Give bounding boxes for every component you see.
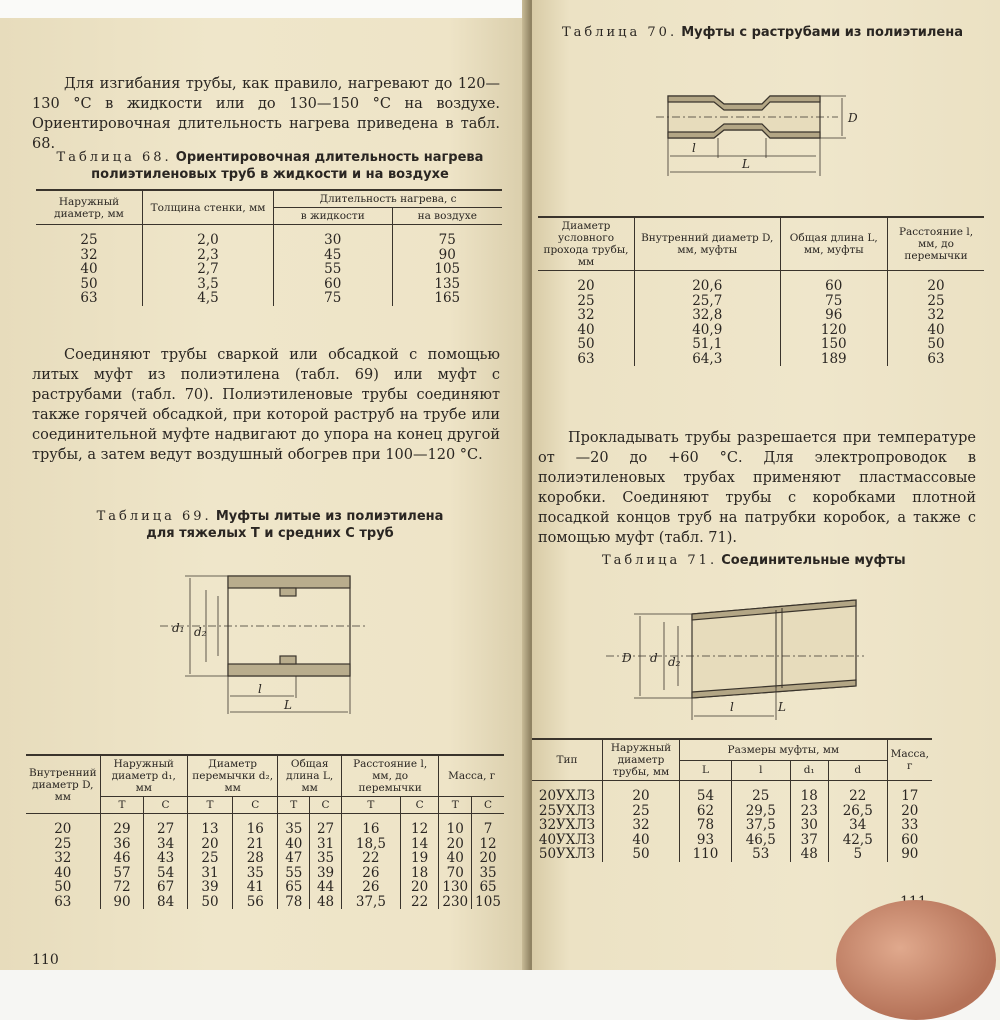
table71-label: Таблица 71. bbox=[602, 553, 718, 568]
table69-row bbox=[26, 851, 504, 866]
table69-cell: 230 bbox=[439, 895, 472, 910]
table69-cell: 40 bbox=[439, 851, 472, 866]
table69-cell: 48 bbox=[310, 895, 342, 910]
right-page bbox=[532, 0, 1000, 970]
table68-title: Ориентировочная длительность нагрева полиэтиленовых труб в жидкости и на воздухе bbox=[91, 150, 484, 182]
table71-cell: 90 bbox=[887, 847, 932, 862]
table68-label: Таблица 68. bbox=[56, 150, 172, 165]
table69-cell: 39 bbox=[187, 880, 232, 895]
table69-body bbox=[26, 814, 504, 910]
table70-cell: 32 bbox=[577, 307, 595, 323]
table69-subheader-t: Т bbox=[100, 797, 144, 814]
table69-cell: 25 bbox=[187, 851, 232, 866]
table69-cell: 18,5 bbox=[341, 837, 400, 852]
table70-cell: 50 bbox=[577, 336, 595, 352]
table69-cell: 40 bbox=[54, 864, 72, 881]
table69-cell: 20 bbox=[54, 821, 72, 837]
table71-cell: 78 bbox=[680, 818, 732, 833]
table69-cell: 35 bbox=[233, 866, 278, 881]
table69-cell: 13 bbox=[187, 814, 232, 837]
table71-cell: 50 bbox=[603, 847, 680, 862]
table68-row bbox=[36, 225, 502, 248]
table68-header-diameter: Наружный диаметр, мм bbox=[36, 190, 143, 225]
table70-cell: 75 bbox=[780, 294, 888, 309]
label-l: l bbox=[258, 682, 262, 696]
table71-cell: 40 bbox=[603, 833, 680, 848]
table71-cell: 110 bbox=[680, 847, 732, 862]
table69-cell: 37,5 bbox=[341, 895, 400, 910]
table69-cell: 57 bbox=[100, 866, 144, 881]
connector-coupling-drawing-71 bbox=[606, 596, 866, 726]
table68-cell: 135 bbox=[392, 277, 502, 292]
table69-label: Таблица 69. bbox=[96, 509, 212, 524]
table69-header-mass: Масса, г bbox=[439, 755, 504, 797]
table69-cell: 50 bbox=[54, 879, 72, 895]
table68-cell: 40 bbox=[80, 261, 98, 277]
table71-cell: 37 bbox=[790, 833, 828, 848]
thumb bbox=[836, 900, 996, 1020]
table71-cell: 26,5 bbox=[828, 804, 887, 819]
table71-row bbox=[532, 804, 932, 819]
table69-cell: 44 bbox=[310, 880, 342, 895]
table69-cell: 35 bbox=[278, 814, 310, 837]
table69-cell: 65 bbox=[472, 880, 504, 895]
table69-cell: 18 bbox=[400, 866, 438, 881]
table68-cell: 2,7 bbox=[143, 262, 274, 277]
table68-header-air: на воздухе bbox=[392, 208, 502, 225]
table69-row bbox=[26, 895, 504, 910]
table68-cell: 3,5 bbox=[143, 277, 274, 292]
table71-title: Соединительные муфты bbox=[721, 553, 906, 568]
table71-cell: 20 bbox=[887, 804, 932, 819]
table71-caption bbox=[552, 552, 1000, 569]
table70-cell: 150 bbox=[780, 337, 888, 352]
table69-cell: 27 bbox=[144, 814, 188, 837]
table68-row bbox=[36, 248, 502, 263]
table69-cell: 19 bbox=[400, 851, 438, 866]
label-L: L bbox=[778, 700, 786, 714]
label-d2: d₂ bbox=[668, 655, 681, 669]
table69-cell: 105 bbox=[472, 895, 504, 910]
table70-cell: 20 bbox=[888, 271, 985, 294]
table71-cell: 62 bbox=[680, 804, 732, 819]
table69-cell: 63 bbox=[54, 893, 72, 910]
table69-cell: 50 bbox=[187, 895, 232, 910]
table70-header-length: Общая длина L, мм, муфты bbox=[780, 217, 888, 271]
table71-row bbox=[532, 818, 932, 833]
table71-cell: 37,5 bbox=[731, 818, 790, 833]
label-L: L bbox=[742, 157, 750, 171]
table71 bbox=[532, 738, 932, 862]
table69-cell: 31 bbox=[310, 837, 342, 852]
table71-header-d: d bbox=[828, 760, 887, 780]
table71-cell: 20 bbox=[603, 781, 680, 804]
table71-cell: 50УХЛЗ bbox=[538, 846, 596, 862]
table70-cell: 20,6 bbox=[635, 271, 781, 294]
table70-cell: 20 bbox=[577, 278, 595, 294]
table71-row bbox=[532, 847, 932, 862]
table68-header-wall: Толщина стенки, мм bbox=[143, 190, 274, 225]
table71-cell: 20УХЛЗ bbox=[538, 788, 596, 804]
coupling-drawing-69 bbox=[160, 566, 370, 726]
label-l: l bbox=[730, 700, 734, 714]
table71-header-l: l bbox=[731, 760, 790, 780]
label-d1: d₁ bbox=[172, 621, 185, 635]
table68-cell: 55 bbox=[274, 262, 393, 277]
table69-cell: 47 bbox=[278, 851, 310, 866]
table70-cell: 63 bbox=[888, 352, 985, 367]
table68-row bbox=[36, 291, 502, 306]
table70-cell: 25,7 bbox=[635, 294, 781, 309]
table69-row bbox=[26, 880, 504, 895]
table69-cell: 35 bbox=[472, 866, 504, 881]
table68-cell: 32 bbox=[80, 246, 98, 263]
table69-cell: 65 bbox=[278, 880, 310, 895]
table70-label: Таблица 70. bbox=[562, 25, 678, 40]
table70-cell: 96 bbox=[780, 308, 888, 323]
table70-caption bbox=[562, 24, 982, 41]
table69-cell: 26 bbox=[341, 880, 400, 895]
table69-cell: 20 bbox=[400, 880, 438, 895]
table70-cell: 51,1 bbox=[635, 337, 781, 352]
table71-cell: 48 bbox=[790, 847, 828, 862]
table69-cell: 43 bbox=[144, 851, 188, 866]
table69-caption bbox=[90, 508, 450, 542]
table70-row bbox=[538, 271, 984, 294]
table69-subheader-t: Т bbox=[341, 797, 400, 814]
table69-subheader-c: С bbox=[310, 797, 342, 814]
table71-body bbox=[532, 781, 932, 862]
table71-row bbox=[532, 833, 932, 848]
label-d2: d₂ bbox=[194, 625, 207, 639]
table71-header-type: Тип bbox=[532, 739, 603, 781]
table68-caption bbox=[40, 149, 500, 183]
table70-cell: 60 bbox=[780, 271, 888, 294]
page-number-left: 110 bbox=[32, 952, 59, 968]
table71-cell: 25УХЛЗ bbox=[538, 802, 596, 819]
table71-header-d1: d₁ bbox=[790, 760, 828, 780]
table69-cell: 16 bbox=[233, 814, 278, 837]
table69-cell: 56 bbox=[233, 895, 278, 910]
table70-cell: 40 bbox=[577, 321, 595, 338]
table69-cell: 26 bbox=[341, 866, 400, 881]
table69-subheader-c: С bbox=[144, 797, 188, 814]
table71-cell: 17 bbox=[887, 781, 932, 804]
table69-row bbox=[26, 814, 504, 837]
table68-cell: 60 bbox=[274, 277, 393, 292]
table70-cell: 64,3 bbox=[635, 352, 781, 367]
table69-header-length: Общая длина L, мм bbox=[278, 755, 341, 797]
table70-row bbox=[538, 323, 984, 338]
table69-cell: 12 bbox=[472, 837, 504, 852]
table68-row bbox=[36, 277, 502, 292]
table68-cell: 2,3 bbox=[143, 248, 274, 263]
table70-header-nominal: Диаметр условного прохода трубы, мм bbox=[538, 217, 635, 271]
table69-cell: 39 bbox=[310, 866, 342, 881]
table69-cell: 14 bbox=[400, 837, 438, 852]
table71-cell: 34 bbox=[828, 818, 887, 833]
table68-row bbox=[36, 262, 502, 277]
table68-cell: 75 bbox=[392, 225, 502, 248]
table71-cell: 29,5 bbox=[731, 804, 790, 819]
table69-header-jumper: Диаметр перемычки d₂, мм bbox=[187, 755, 278, 797]
table71-cell: 25 bbox=[731, 781, 790, 804]
table71-header-outer: Наружный диаметр трубы, мм bbox=[603, 739, 680, 781]
table70-cell: 25 bbox=[888, 294, 985, 309]
table70-header-inner: Внутренний диаметр D, мм, муфты bbox=[635, 217, 781, 271]
table71-header-L: L bbox=[680, 760, 732, 780]
table71-cell: 33 bbox=[887, 818, 932, 833]
table69-cell: 20 bbox=[472, 851, 504, 866]
table70-cell: 25 bbox=[577, 292, 595, 309]
table69-cell: 84 bbox=[144, 895, 188, 910]
label-d: d bbox=[650, 651, 658, 665]
table70-row bbox=[538, 337, 984, 352]
table69-subheader-t: Т bbox=[187, 797, 232, 814]
table71-cell: 23 bbox=[790, 804, 828, 819]
label-L: L bbox=[284, 698, 292, 712]
table71-cell: 32 bbox=[603, 818, 680, 833]
table68 bbox=[36, 189, 502, 306]
table68-cell: 30 bbox=[274, 225, 393, 248]
socket-coupling-drawing-70 bbox=[656, 82, 956, 182]
table70-row bbox=[538, 352, 984, 367]
table71-cell: 25 bbox=[603, 804, 680, 819]
table70-body bbox=[538, 271, 984, 367]
table69-cell: 7 bbox=[472, 814, 504, 837]
table70-cell: 120 bbox=[780, 323, 888, 338]
label-D: D bbox=[848, 111, 858, 125]
table69-row bbox=[26, 866, 504, 881]
table70-cell: 40 bbox=[888, 323, 985, 338]
table69-cell: 31 bbox=[187, 866, 232, 881]
table70-cell: 32,8 bbox=[635, 308, 781, 323]
table68-cell: 4,5 bbox=[143, 291, 274, 306]
table71-cell: 5 bbox=[828, 847, 887, 862]
table70-cell: 63 bbox=[577, 350, 595, 367]
table71-cell: 30 bbox=[790, 818, 828, 833]
table69-subheader-c: С bbox=[233, 797, 278, 814]
table69-cell: 35 bbox=[310, 851, 342, 866]
table69-cell: 32 bbox=[54, 850, 72, 866]
table69-cell: 46 bbox=[100, 851, 144, 866]
table71-cell: 42,5 bbox=[828, 833, 887, 848]
table69-cell: 40 bbox=[278, 837, 310, 852]
table68-header-duration: Длительность нагрева, с bbox=[274, 190, 503, 208]
table69-cell: 29 bbox=[100, 814, 144, 837]
table68-cell: 165 bbox=[392, 291, 502, 306]
table68-cell: 2,0 bbox=[143, 225, 274, 248]
table69-cell: 70 bbox=[439, 866, 472, 881]
table70-title: Муфты с раструбами из полиэтилена bbox=[681, 25, 963, 40]
table71-cell: 32УХЛЗ bbox=[538, 817, 596, 833]
table69-cell: 22 bbox=[341, 851, 400, 866]
table71-row bbox=[532, 781, 932, 804]
table69-title: Муфты литые из полиэтилена для тяжелых Т и средних С труб bbox=[146, 509, 444, 541]
left-page bbox=[0, 18, 528, 970]
table68-cell: 25 bbox=[80, 232, 98, 248]
table69-cell: 78 bbox=[278, 895, 310, 910]
table68-cell: 63 bbox=[80, 290, 98, 306]
table69-subheader-t: Т bbox=[439, 797, 472, 814]
table69-cell: 10 bbox=[439, 814, 472, 837]
table69-cell: 90 bbox=[100, 895, 144, 910]
table69-header-distance: Расстояние l, мм, до перемычки bbox=[341, 755, 438, 797]
table69-subheader-c: С bbox=[472, 797, 504, 814]
table71-header-sizes: Размеры муфты, мм bbox=[680, 739, 888, 760]
table71-cell: 46,5 bbox=[731, 833, 790, 848]
table71-cell: 93 bbox=[680, 833, 732, 848]
table69-cell: 28 bbox=[233, 851, 278, 866]
label-D: D bbox=[622, 651, 632, 665]
table71-cell: 40УХЛЗ bbox=[538, 831, 596, 848]
table68-body bbox=[36, 225, 502, 306]
intro-paragraph: Для изгибания трубы, как правило, нагревают до 120—130 °С в жидкости или до 130—150 °С на воздухе. Ориентировочная длительность нагрева приведена в табл. 68. bbox=[32, 76, 500, 152]
table69-cell: 67 bbox=[144, 880, 188, 895]
table70-cell: 189 bbox=[780, 352, 888, 367]
table71-cell: 60 bbox=[887, 833, 932, 848]
table69-cell: 20 bbox=[187, 837, 232, 852]
table69-cell: 21 bbox=[233, 837, 278, 852]
table68-cell: 50 bbox=[80, 275, 98, 292]
table69-cell: 12 bbox=[400, 814, 438, 837]
table69-subheader-t: Т bbox=[278, 797, 310, 814]
table69-cell: 34 bbox=[144, 837, 188, 852]
table70 bbox=[538, 216, 984, 366]
table69-header-outer: Наружный диаметр d₁, мм bbox=[100, 755, 187, 797]
table69-cell: 41 bbox=[233, 880, 278, 895]
table70-row bbox=[538, 308, 984, 323]
table68-header-liquid: в жидкости bbox=[274, 208, 393, 225]
table69-cell: 27 bbox=[310, 814, 342, 837]
table70-cell: 50 bbox=[888, 337, 985, 352]
table70-cell: 40,9 bbox=[635, 323, 781, 338]
table69-cell: 130 bbox=[439, 880, 472, 895]
table71-cell: 53 bbox=[731, 847, 790, 862]
table70-row bbox=[538, 294, 984, 309]
table69-row bbox=[26, 837, 504, 852]
table69-cell: 36 bbox=[100, 837, 144, 852]
table68-cell: 75 bbox=[274, 291, 393, 306]
table71-cell: 22 bbox=[828, 781, 887, 804]
paragraph-laying: Прокладывать трубы разрешается при температуре от —20 до +60 °С. Для электропроводок в полиэтиленовых трубах применяют пластмассовые коробки. Соединяют трубы с коробками плотной посадкой концов труб на патрубки коробок, а также с помощью муфт (табл. 71). bbox=[538, 430, 976, 546]
label-l: l bbox=[692, 141, 696, 155]
table68-cell: 105 bbox=[392, 262, 502, 277]
table71-cell: 18 bbox=[790, 781, 828, 804]
table69-subheader-c: С bbox=[400, 797, 438, 814]
table69-cell: 22 bbox=[400, 895, 438, 910]
table69-cell: 55 bbox=[278, 866, 310, 881]
table69-cell: 20 bbox=[439, 837, 472, 852]
paragraph-joining: Соединяют трубы сваркой или обсадкой с помощью литых муфт из полиэтилена (табл. 69) или муфт с раструбами (табл. 70). Полиэтиленовые трубы соединяют также горячей обсадкой, при которой раструб на трубе или соединительной муфте надвигают до упора на конец другой трубы, а затем ведут воздушный обогрев при 100—120 °С. bbox=[32, 347, 500, 463]
table69-header-inner: Внутренний диаметр D, мм bbox=[26, 755, 100, 814]
table70-header-distance: Расстояние l, мм, до перемычки bbox=[888, 217, 985, 271]
table71-cell: 54 bbox=[680, 781, 732, 804]
table69 bbox=[26, 754, 504, 909]
table71-header-mass: Масса, г bbox=[887, 739, 932, 781]
table69-cell: 25 bbox=[54, 835, 72, 852]
table68-cell: 90 bbox=[392, 248, 502, 263]
table69-cell: 72 bbox=[100, 880, 144, 895]
table69-cell: 54 bbox=[144, 866, 188, 881]
table68-cell: 45 bbox=[274, 248, 393, 263]
table69-cell: 16 bbox=[341, 814, 400, 837]
table70-cell: 32 bbox=[888, 308, 985, 323]
